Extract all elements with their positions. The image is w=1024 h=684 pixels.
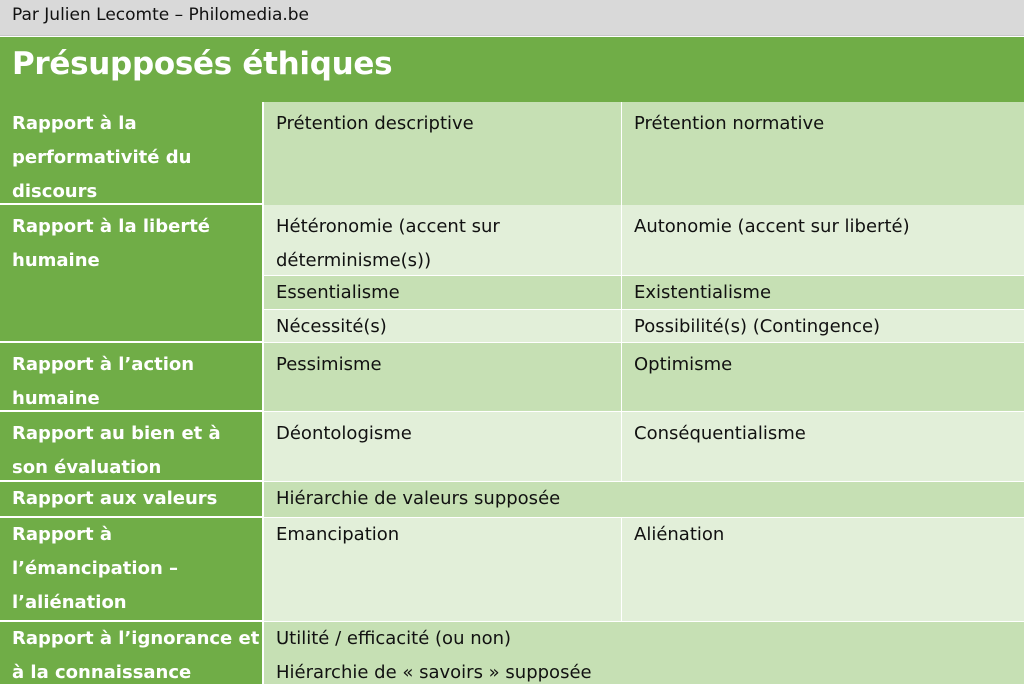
row-header: Rapport au bien et à son évaluation xyxy=(0,412,263,482)
table-row-bien xyxy=(0,412,1024,482)
cell-emancipation: Emancipation xyxy=(264,518,622,622)
row-header: Rapport à l’action humaine xyxy=(0,343,263,412)
cell-alienation: Aliénation xyxy=(622,518,1024,622)
row-header: Rapport à la liberté humaine xyxy=(0,205,263,343)
row-header: Rapport à l’émancipation – l’aliénation xyxy=(0,518,263,622)
cell-deontologisme: Déontologisme xyxy=(264,412,622,482)
cell-existentialisme: Existentialisme xyxy=(622,276,1024,309)
cell-possibilite: Possibilité(s) (Contingence) xyxy=(622,310,1024,342)
row-header: Rapport à la performativité du discours xyxy=(0,102,263,205)
subrow-essentialisme xyxy=(264,276,1024,310)
cell-essentialisme: Essentialisme xyxy=(264,276,622,309)
cell-line-hierarchie-savoirs: Hiérarchie de « savoirs » supposée xyxy=(276,662,592,683)
cell-necessite: Nécessité(s) xyxy=(264,310,622,342)
cell-connaissance xyxy=(264,622,1024,684)
table-row-action xyxy=(0,343,1024,412)
row-header: Rapport aux valeurs xyxy=(0,482,263,518)
cell-normative: Prétention normative xyxy=(622,102,1024,205)
subrow-heteronomie xyxy=(264,205,1024,276)
table-row-connaissance xyxy=(0,622,1024,684)
cell-autonomie: Autonomie (accent sur liberté) xyxy=(622,205,1024,275)
cell-hierarchie-valeurs: Hiérarchie de valeurs supposée xyxy=(264,482,1024,518)
subrow-necessite xyxy=(264,310,1024,343)
cell-line-utilite: Utilité / efficacité (ou non) xyxy=(276,628,512,649)
cell-pessimisme: Pessimisme xyxy=(264,343,622,412)
title-bar xyxy=(0,37,1024,102)
row-header: Rapport à l’ignorance et à la connaissance xyxy=(0,622,263,684)
table-row-liberte xyxy=(0,205,1024,343)
table-row-valeurs xyxy=(0,482,1024,518)
credit-text: Par Julien Lecomte – Philomedia.be xyxy=(12,5,310,25)
table-row-emancipation xyxy=(0,518,1024,622)
cell-heteronomie: Hétéronomie (accent sur déterminisme(s)) xyxy=(264,205,622,275)
credit-bar xyxy=(0,0,1024,36)
cell-consequentialisme: Conséquentialisme xyxy=(622,412,1024,482)
page-title: Présupposés éthiques xyxy=(12,46,393,82)
table-row-performativite xyxy=(0,102,1024,205)
cell-optimisme: Optimisme xyxy=(622,343,1024,412)
cell-descriptive: Prétention descriptive xyxy=(264,102,622,205)
